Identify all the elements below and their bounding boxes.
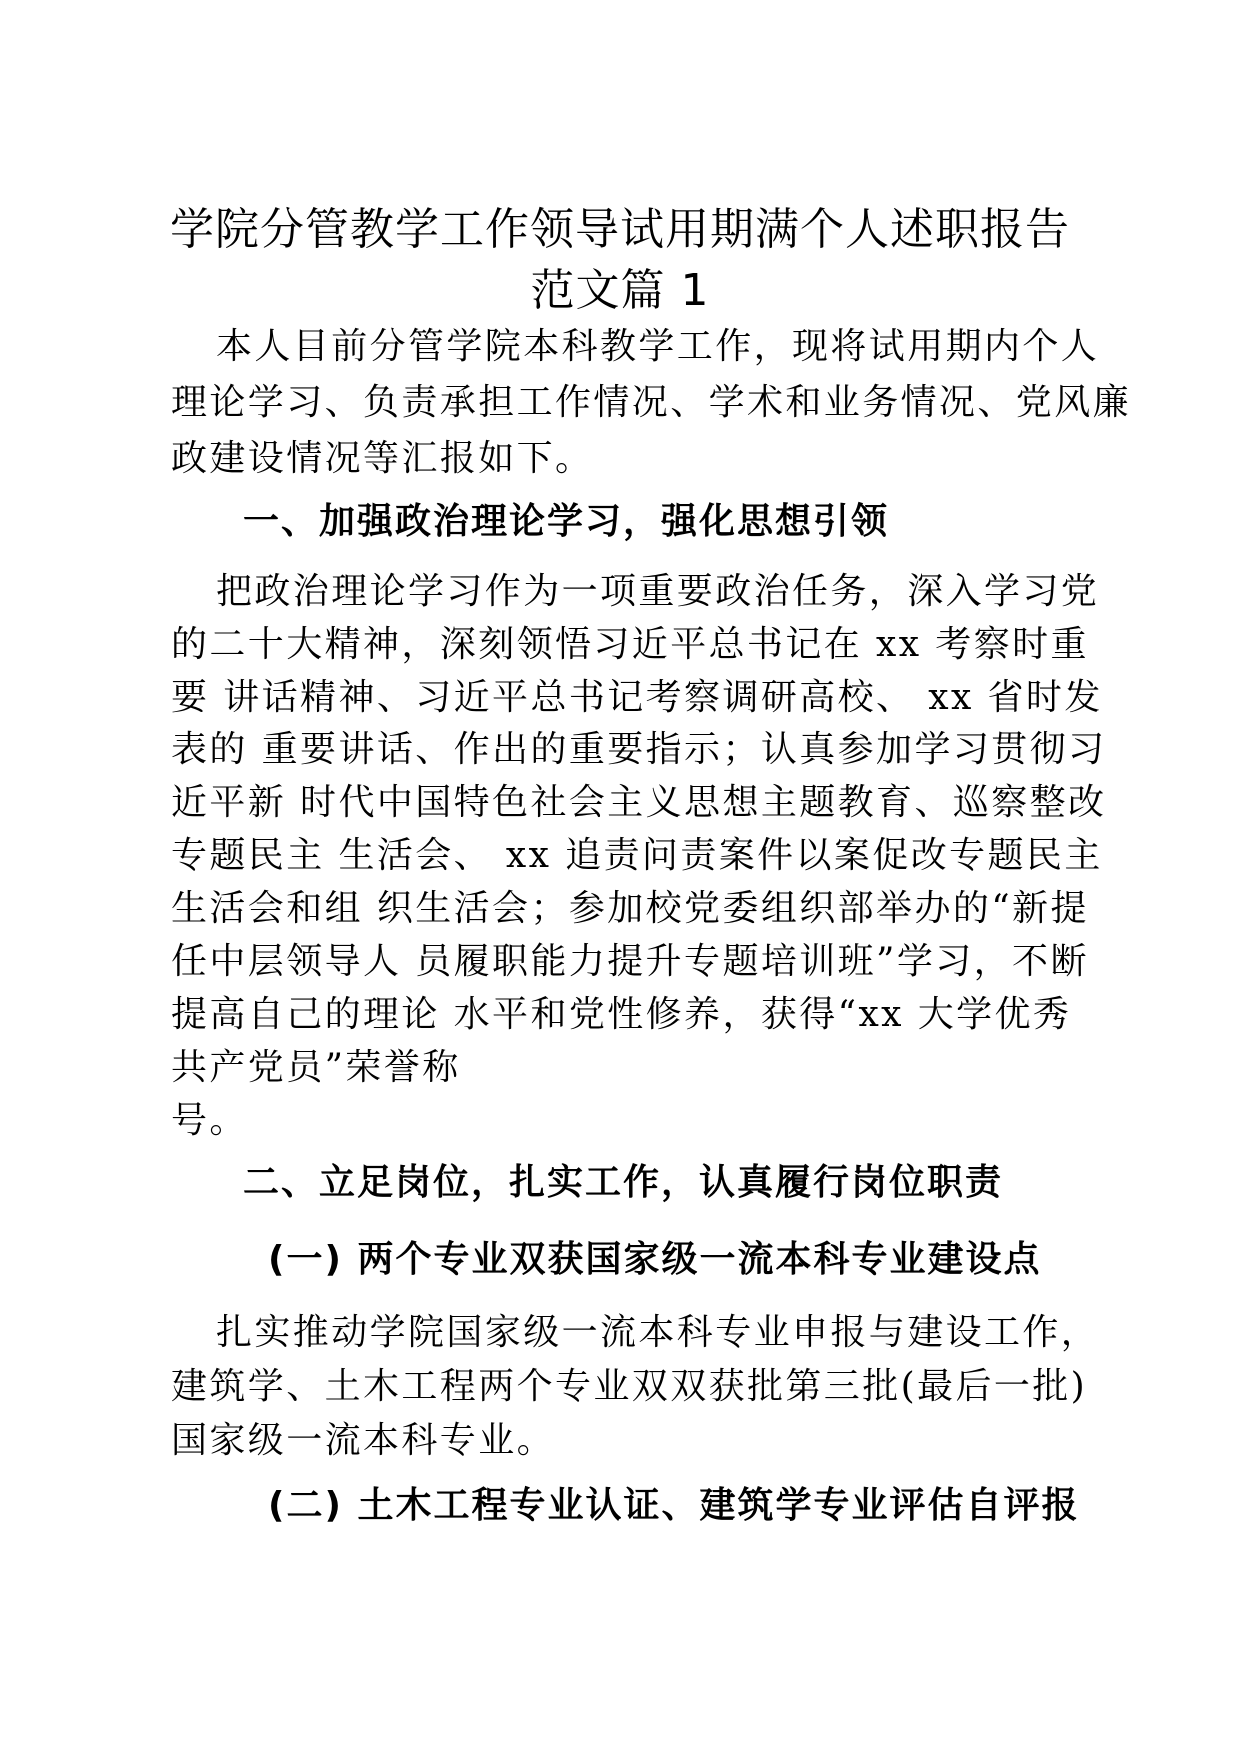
section-1-line: 共产党员”荣誉称 <box>171 1047 461 1088</box>
section-2-heading: 二、立足岗位，扎实工作，认真履行岗位职责 <box>243 1162 1004 1203</box>
subsection-1-line: 国家级一流本科专业。 <box>171 1420 556 1461</box>
subsection-1-heading: (一) 两个专业双获国家级一流本科专业建设点 <box>268 1239 1042 1280</box>
section-1-line: 任中层领导人 员履职能力提升专题培训班”学习，不断 <box>171 941 1089 982</box>
section-1-line: 把政治理论学习作为一项重要政治任务，深入学习党 <box>216 571 1100 612</box>
section-1-line: 的二十大精神，深刻领悟习近平总书记在 xx 考察时重 <box>171 624 1089 665</box>
subsection-2-heading: (二) 土木工程专业认证、建筑学专业评估自评报 <box>268 1485 1080 1526</box>
section-1-line: 号。 <box>171 1100 248 1141</box>
section-1-line: 要 讲话精神、习近平总书记考察调研高校、 xx 省时发 <box>171 677 1103 718</box>
subsection-1-line: 扎实推动学院国家级一流本科专业申报与建设工作， <box>216 1312 1100 1353</box>
section-1-heading: 一、加强政治理论学习，强化思想引领 <box>243 501 890 542</box>
section-1-line: 生活会和组 织生活会；参加校党委组织部举办的“新提 <box>171 888 1089 929</box>
intro-line: 本人目前分管学院本科教学工作，现将试用期内个人 <box>216 326 1100 367</box>
section-1-line: 专题民主 生活会、 xx 追责问责案件以案促改专题民主 <box>171 835 1103 876</box>
section-1-line: 提高自己的理论 水平和党性修养，获得“xx 大学优秀 <box>171 994 1072 1035</box>
section-1-line: 表的 重要讲话、作出的重要指示；认真参加学习贯彻习 <box>171 729 1107 770</box>
document-title-line-2: 范文篇 1 <box>530 265 710 316</box>
document-title-line-1: 学院分管教学工作领导试用期满个人述职报告 <box>170 204 1070 255</box>
section-1-line: 近平新 时代中国特色社会主义思想主题教育、巡察整改 <box>171 782 1107 823</box>
intro-line: 理论学习、负责承担工作情况、学术和业务情况、党风廉 <box>171 382 1132 423</box>
intro-line: 政建设情况等汇报如下。 <box>171 438 594 479</box>
subsection-1-line: 建筑学、土木工程两个专业双双获批第三批(最后一批) <box>171 1366 1088 1407</box>
